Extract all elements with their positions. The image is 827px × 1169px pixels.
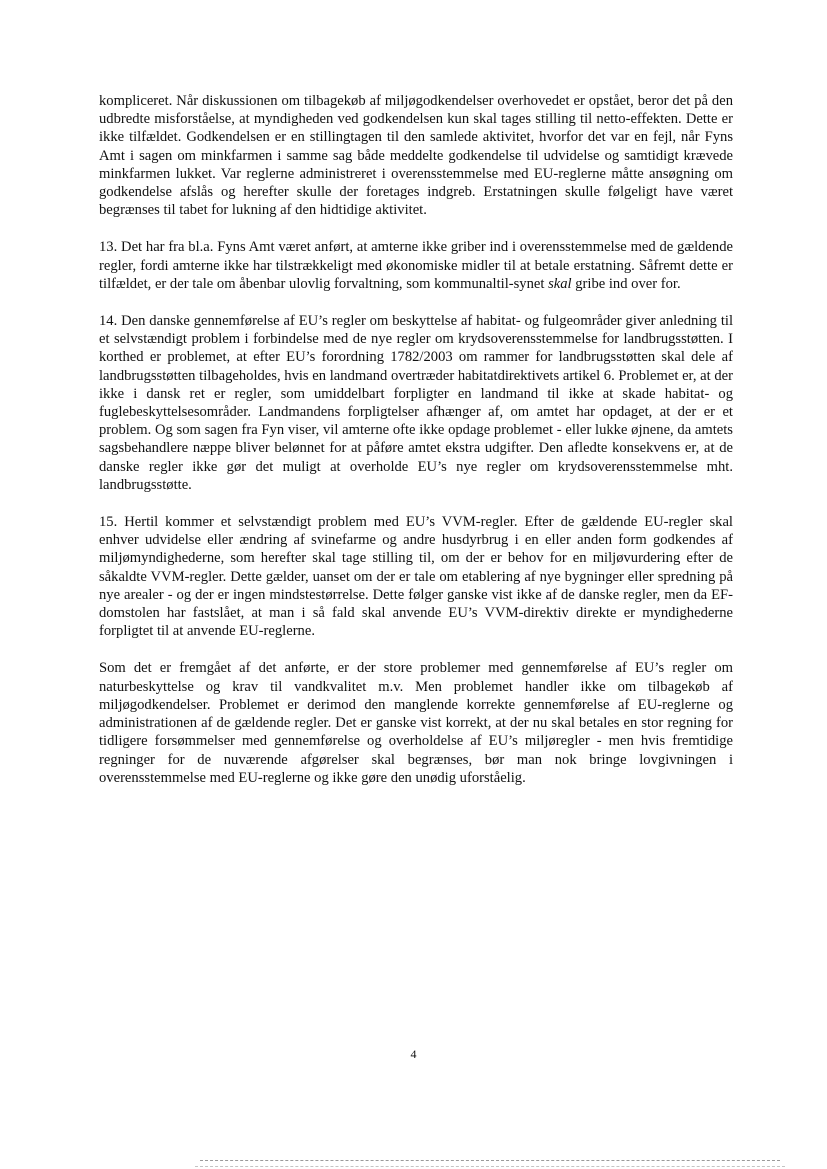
- scan-artifact-line: [200, 1160, 780, 1161]
- document-body: [99, 92, 733, 806]
- paragraph-13-text-before: 13. Det har fra bl.a. Fyns Amt været anført, at amterne ikke griber ind i overensstemmelse med de gældende regler, fordi amterne ikke har tilstrækkeligt med økonomiske midler til at betale erstatning. Såfremt dette er tilfældet, er der tale om åbenbar ulovlig forvaltning, som kommunaltil-synet: [99, 239, 733, 292]
- paragraph-13-text-after: gribe ind over for.: [571, 275, 681, 292]
- paragraph-13-emphasis: skal: [548, 275, 572, 292]
- paragraph-14: 14. Den danske gennemførelse af EU’s regler om beskyttelse af habitat- og fulgeområder giver anledning til et selvstændigt problem i forbindelse med de nye regler om krydsoverensstemmelse for landbrugsstøtten. I korthed er problemet, at efter EU’s forordning 1782/2003 om rammer for landbrugsstøtten skal dele af landbrugsstøtten tilbageholdes, hvis en landmand overtræder habitatdirektivets artikel 6. Problemet er, at der ikke i dansk ret er regler, som umiddelbart forpligter en landmand til ikke at skade habitat- og fuglebeskyttelsesområder. Landmandens forpligtelser afhænger af, om amtet har opdaget, at der er et problem. Og som sagen fra Fyn viser, vil amterne ofte ikke opdage problemet - eller lukke øjnene, da amtets sagsbehandlere næppe bliver belønnet for at påføre amtet ekstra udgifter. Den afledte konsekvens er, at de danske regler ikke gør det muligt at overholde EU’s nye regler om krydsoverensstemmelse mht. landbrugsstøtte.: [99, 313, 733, 493]
- page-number: 4: [410, 1047, 417, 1061]
- paragraph-15: 15. Hertil kommer et selvstændigt problem med EU’s VVM-regler. Efter de gældende EU-regler skal enhver udvidelse eller ændring af svinefarme og andre husdyrbrug i en eller anden form godkendes af miljømyndighederne, som herefter skal tage stilling til, om der er behov for en miljøvurdering efter de såkaldte VVM-regler. Dette gælder, uanset om der er tale om etablering af nye bygninger eller spredning på nye arealer - og der er ingen mindstestørrelse. Dette følger ganske vist ikke af de danske regler, men da EF-domstolen har fastslået, at man i så fald skal anvende EU’s VVM-direktiv direkte er myndighederne forpligtet til at anvende EU-reglerne.: [99, 514, 733, 640]
- paragraph-13: [99, 238, 733, 293]
- paragraph-continuation: kompliceret. Når diskussionen om tilbagekøb af miljøgodkendelser overhovedet er opstået, beror det på den udbredte misforståelse, at myndigheden ved godkendelsen kun skal tages stilling til netto-effekten. Dette er ikke tilfældet. Godkendelsen er en stillingtagen til den samlede aktivitet, hvorfor det var en fejl, når Fyns Amt i sagen om minkfarmen i samme sag både meddelte godkendelse til udvidelse og samtidigt krævede minkfarmen lukket. Var reglerne administreret i overensstemmelse med EU-reglerne måtte ansøgning om godkendelse afslås og herefter skulle der foretages indgreb. Erstatningen skulle følgeligt have været begrænses til tabet for lukning af den hidtidige aktivitet.: [99, 93, 733, 219]
- scan-artifact-line-faint: [195, 1166, 785, 1167]
- paragraph-conclusion: Som det er fremgået af det anførte, er der store problemer med gennemførelse af EU’s regler om naturbeskyttelse og krav til vandkvalitet m.v. Men problemet handler ikke om tilbagekøb af miljøgodkendelser. Problemet er derimod den manglende korrekte gennemførelse af EU-reglerne og administrationen af de gældende regler. Det er ganske vist korrekt, at der nu skal betales en stor regning for tidligere forsømmelser med gennemførelse og overholdelse af EU’s miljøregler - men hvis fremtidige regninger for de nuværende afgørelser skal begrænses, bør man nok bringe lovgivningen i overensstemmelse med EU-reglerne og ikke gøre den unødig uforståelig.: [99, 660, 733, 786]
